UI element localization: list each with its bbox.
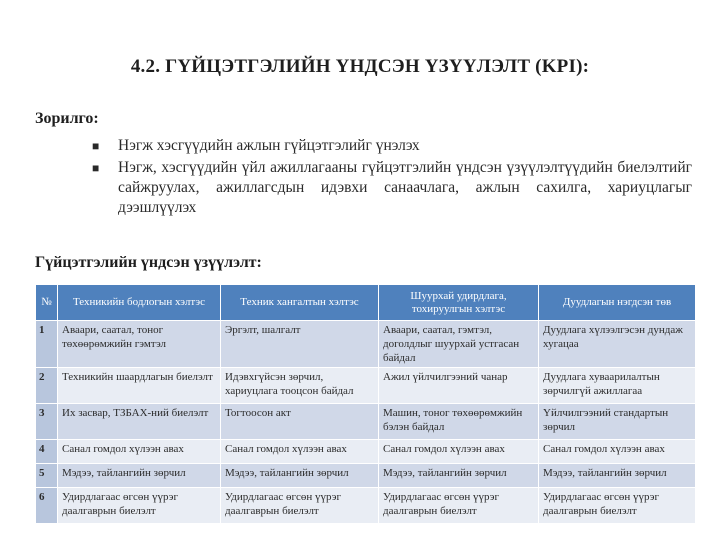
column-header-tech-supply: Техник хангалтын хэлтэс xyxy=(221,285,379,321)
table-cell: Удирдлагаас өгсөн үүрэг даалгаврын биелэлт xyxy=(539,488,696,524)
row-number: 6 xyxy=(36,488,58,524)
table-cell: Эргэлт, шалгалт xyxy=(221,321,379,368)
goal-item-text: Нэгж, хэсгүүдийн үйл ажиллагааны гүйцэтгэлийн үндсэн үзүүлэлтүүдийн биелэлтийг сайжруулах, ажиллагсдын идэвхи санаачлага, ажлын сахилга, хариуцлагыг дээшлүүлэх xyxy=(118,159,692,216)
table-row xyxy=(36,321,696,368)
table-cell: Аваари, саатал, гэмтэл, доголдлыг шуурхай устгасан байдал xyxy=(379,321,539,368)
table-cell: Аваари, саатал, тоног төхөөрөмжийн гэмтэл xyxy=(58,321,221,368)
bullet-square-icon: ■ xyxy=(92,161,100,175)
table-cell: Мэдээ, тайлангийн зөрчил xyxy=(379,464,539,488)
goal-list xyxy=(92,136,692,220)
row-number: 3 xyxy=(36,404,58,440)
row-number: 5 xyxy=(36,464,58,488)
table-cell: Их засвар, ТЗБАХ-ний биелэлт xyxy=(58,404,221,440)
goal-label: Зорилго: xyxy=(35,110,99,127)
table-cell: Санал гомдол хүлээн авах xyxy=(58,440,221,464)
table-cell: Машин, тоног төхөөрөмжийн бэлэн байдал xyxy=(379,404,539,440)
table-row xyxy=(36,488,696,524)
column-header-tech-policy: Техникийн бодлогын хэлтэс xyxy=(58,285,221,321)
table-cell: Удирдлагаас өгсөн үүрэг даалгаврын биелэлт xyxy=(221,488,379,524)
slide-title: 4.2. ГҮЙЦЭТГЭЛИЙН ҮНДСЭН ҮЗҮҮЛЭЛТ (KPI): xyxy=(130,56,590,77)
goal-item xyxy=(92,136,692,156)
table-cell: Тогтоосон акт xyxy=(221,404,379,440)
column-header-number: № xyxy=(36,285,58,321)
table-cell: Санал гомдол хүлээн авах xyxy=(221,440,379,464)
table-cell: Удирдлагаас өгсөн үүрэг даалгаврын биелэлт xyxy=(379,488,539,524)
table-row xyxy=(36,464,696,488)
row-number: 2 xyxy=(36,368,58,404)
table-row xyxy=(36,368,696,404)
table-cell: Дуудлага хуваарилалтын зөрчилгүй ажиллагаа xyxy=(539,368,696,404)
table-cell: Мэдээ, тайлангийн зөрчил xyxy=(58,464,221,488)
table-cell: Мэдээ, тайлангийн зөрчил xyxy=(221,464,379,488)
kpi-table xyxy=(35,284,696,524)
table-cell: Дуудлага хүлээлгэсэн дундаж хугацаа xyxy=(539,321,696,368)
table-cell: Ажил үйлчилгээний чанар xyxy=(379,368,539,404)
kpi-subheading: Гүйцэтгэлийн үндсэн үзүүлэлт: xyxy=(35,254,262,271)
goal-item xyxy=(92,158,692,218)
bullet-square-icon: ■ xyxy=(92,139,100,153)
goal-item-text: Нэгж хэсгүүдийн ажлын гүйцэтгэлийг үнэлэх xyxy=(118,137,420,154)
table-cell: Идэвхгүйсэн зөрчил, хариуцлага тооцсон байдал xyxy=(221,368,379,404)
table-cell: Техникийн шаардлагын биелэлт xyxy=(58,368,221,404)
table-header-row xyxy=(36,285,696,321)
table-cell: Санал гомдол хүлээн авах xyxy=(539,440,696,464)
table-cell: Мэдээ, тайлангийн зөрчил xyxy=(539,464,696,488)
table-row xyxy=(36,404,696,440)
column-header-dispatch: Шуурхай удирдлага, тохируулгын хэлтэс xyxy=(379,285,539,321)
table-cell: Удирдлагаас өгсөн үүрэг даалгаврын биелэлт xyxy=(58,488,221,524)
table-cell: Үйлчилгээний стандартын зөрчил xyxy=(539,404,696,440)
column-header-call-center: Дуудлагын нэгдсэн төв xyxy=(539,285,696,321)
row-number: 4 xyxy=(36,440,58,464)
row-number: 1 xyxy=(36,321,58,368)
table-cell: Санал гомдол хүлээн авах xyxy=(379,440,539,464)
table-row xyxy=(36,440,696,464)
